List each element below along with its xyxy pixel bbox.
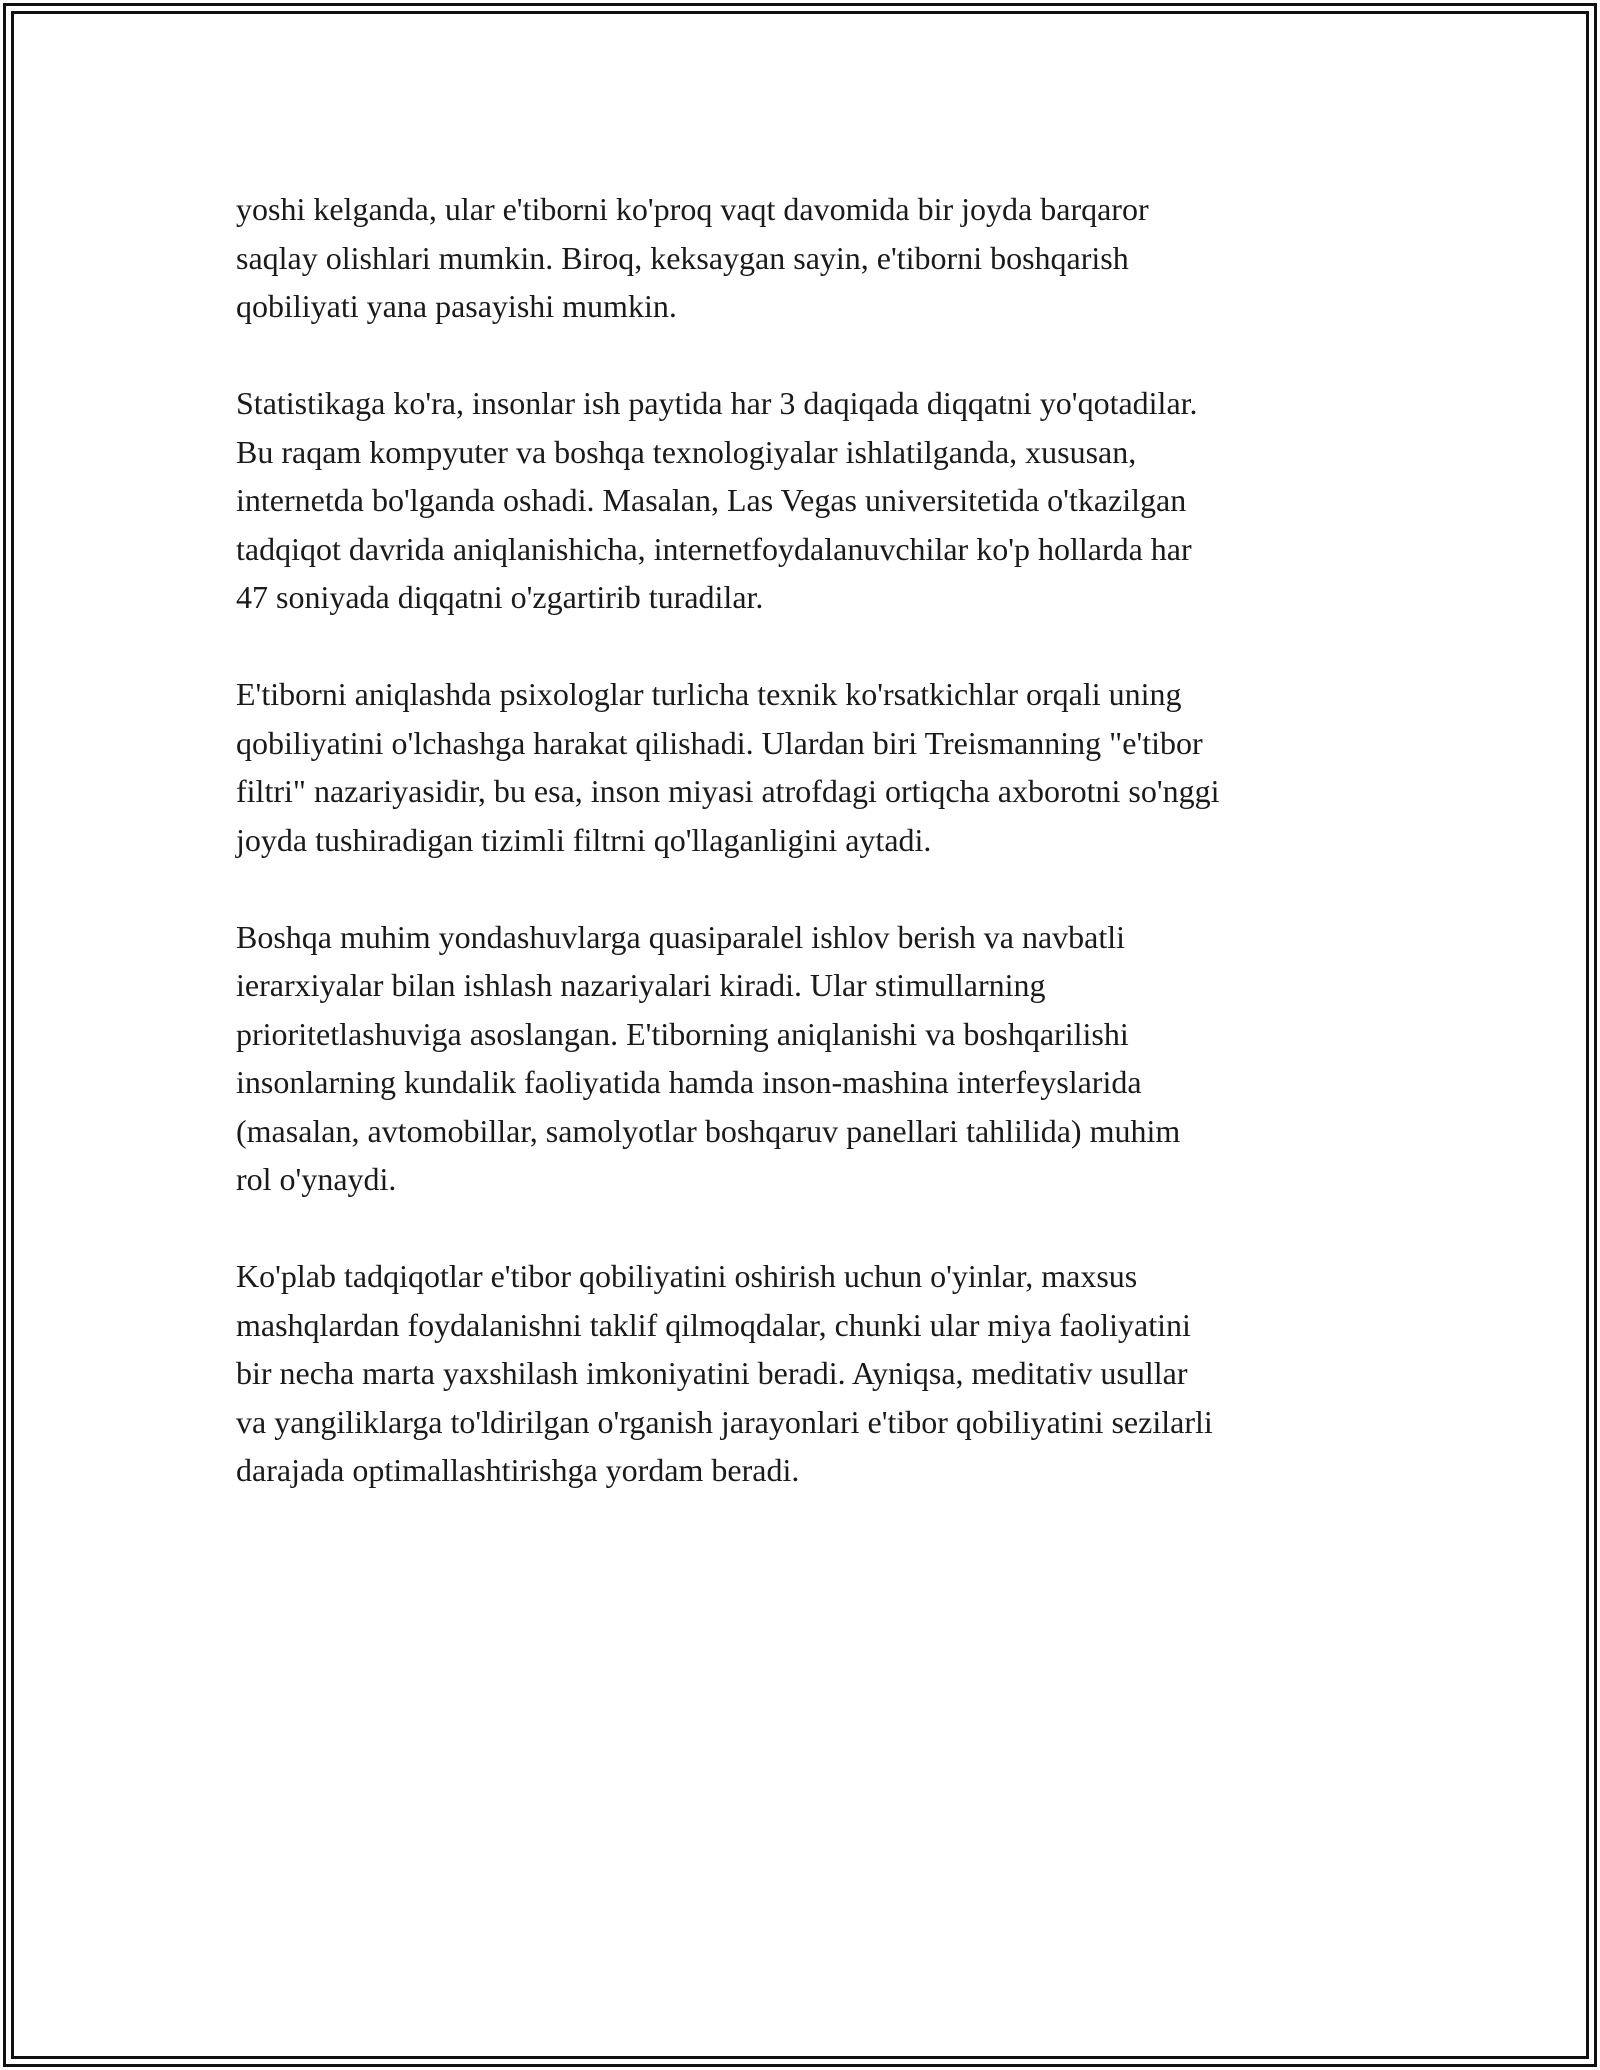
paragraph-2 xyxy=(236,379,1376,622)
text-line: 47 soniyada diqqatni o'zgartirib turadilar. xyxy=(236,579,764,615)
text-line: qobiliyatini o'lchashga harakat qilishadi. Ulardan biri Treismanning "e'tibor xyxy=(236,724,1203,761)
text-line: rol o'ynaydi. xyxy=(236,1161,397,1197)
text-line: bir necha marta yaxshilash imkoniyatini beradi. Ayniqsa, meditativ usullar xyxy=(236,1355,1188,1391)
text-line: ierarxiyalar bilan ishlash nazariyalari kiradi. Ular stimullarning xyxy=(236,967,1046,1003)
text-line: saqlay olishlari mumkin. Biroq, keksaygan sayin, e'tiborni boshqarish xyxy=(236,239,1129,276)
text-line: mashqlardan foydalanishni taklif qilmoqdalar, chunki ular miya faoliyatini xyxy=(236,1306,1191,1343)
paragraph-4 xyxy=(236,913,1376,1204)
text-line: (masalan, avtomobillar, samolyotlar boshqaruv panellari tahlilida) muhim xyxy=(236,1112,1181,1149)
text-line: darajada optimallashtirishga yordam beradi. xyxy=(236,1452,800,1488)
text-line: E'tiborni aniqlashda psixologlar turlicha texnik ko'rsatkichlar orqali uning xyxy=(236,676,1182,712)
text-line: Bu raqam kompyuter va boshqa texnologiyalar ishlatilganda, xususan, xyxy=(236,433,1137,470)
text-line: tadqiqot davrida aniqlanishicha, internetfoydalanuvchilar ko'p hollarda har xyxy=(236,530,1192,567)
text-line: joyda tushiradigan tizimli filtrni qo'llaganligini aytadi. xyxy=(236,821,932,858)
text-line: qobiliyati yana pasayishi mumkin. xyxy=(236,288,677,324)
text-line: prioritetlashuviga asoslangan. E'tiborning aniqlanishi va boshqarilishi xyxy=(236,1015,1129,1052)
text-line: Statistikaga ko'ra, insonlar ish paytida har 3 daqiqada diqqatni yo'qotadilar. xyxy=(236,385,1198,421)
paragraph-5 xyxy=(236,1252,1376,1495)
paragraph-3 xyxy=(236,670,1376,864)
paragraph-1 xyxy=(236,185,1376,331)
text-line: filtri" nazariyasidir, bu esa, inson miyasi atrofdagi ortiqcha axborotni so'nggi xyxy=(236,773,1220,809)
text-line: insonlarning kundalik faoliyatida hamda inson-mashina interfeyslarida xyxy=(236,1064,1142,1100)
text-line: Ko'plab tadqiqotlar e'tibor qobiliyatini oshirish uchun o'yinlar, maxsus xyxy=(236,1258,1138,1294)
text-line: internetda bo'lganda oshadi. Masalan, Las Vegas universitetida o'tkazilgan xyxy=(236,482,1187,518)
text-line: yoshi kelganda, ular e'tiborni ko'proq vaqt davomida bir joyda barqaror xyxy=(236,191,1149,227)
text-line: va yangiliklarga to'ldirilgan o'rganish jarayonlari e'tibor qobiliyatini sezilarli xyxy=(236,1403,1213,1440)
document-body xyxy=(236,185,1376,1543)
text-line: Boshqa muhim yondashuvlarga quasiparalel ishlov berish va navbatli xyxy=(236,918,1126,955)
